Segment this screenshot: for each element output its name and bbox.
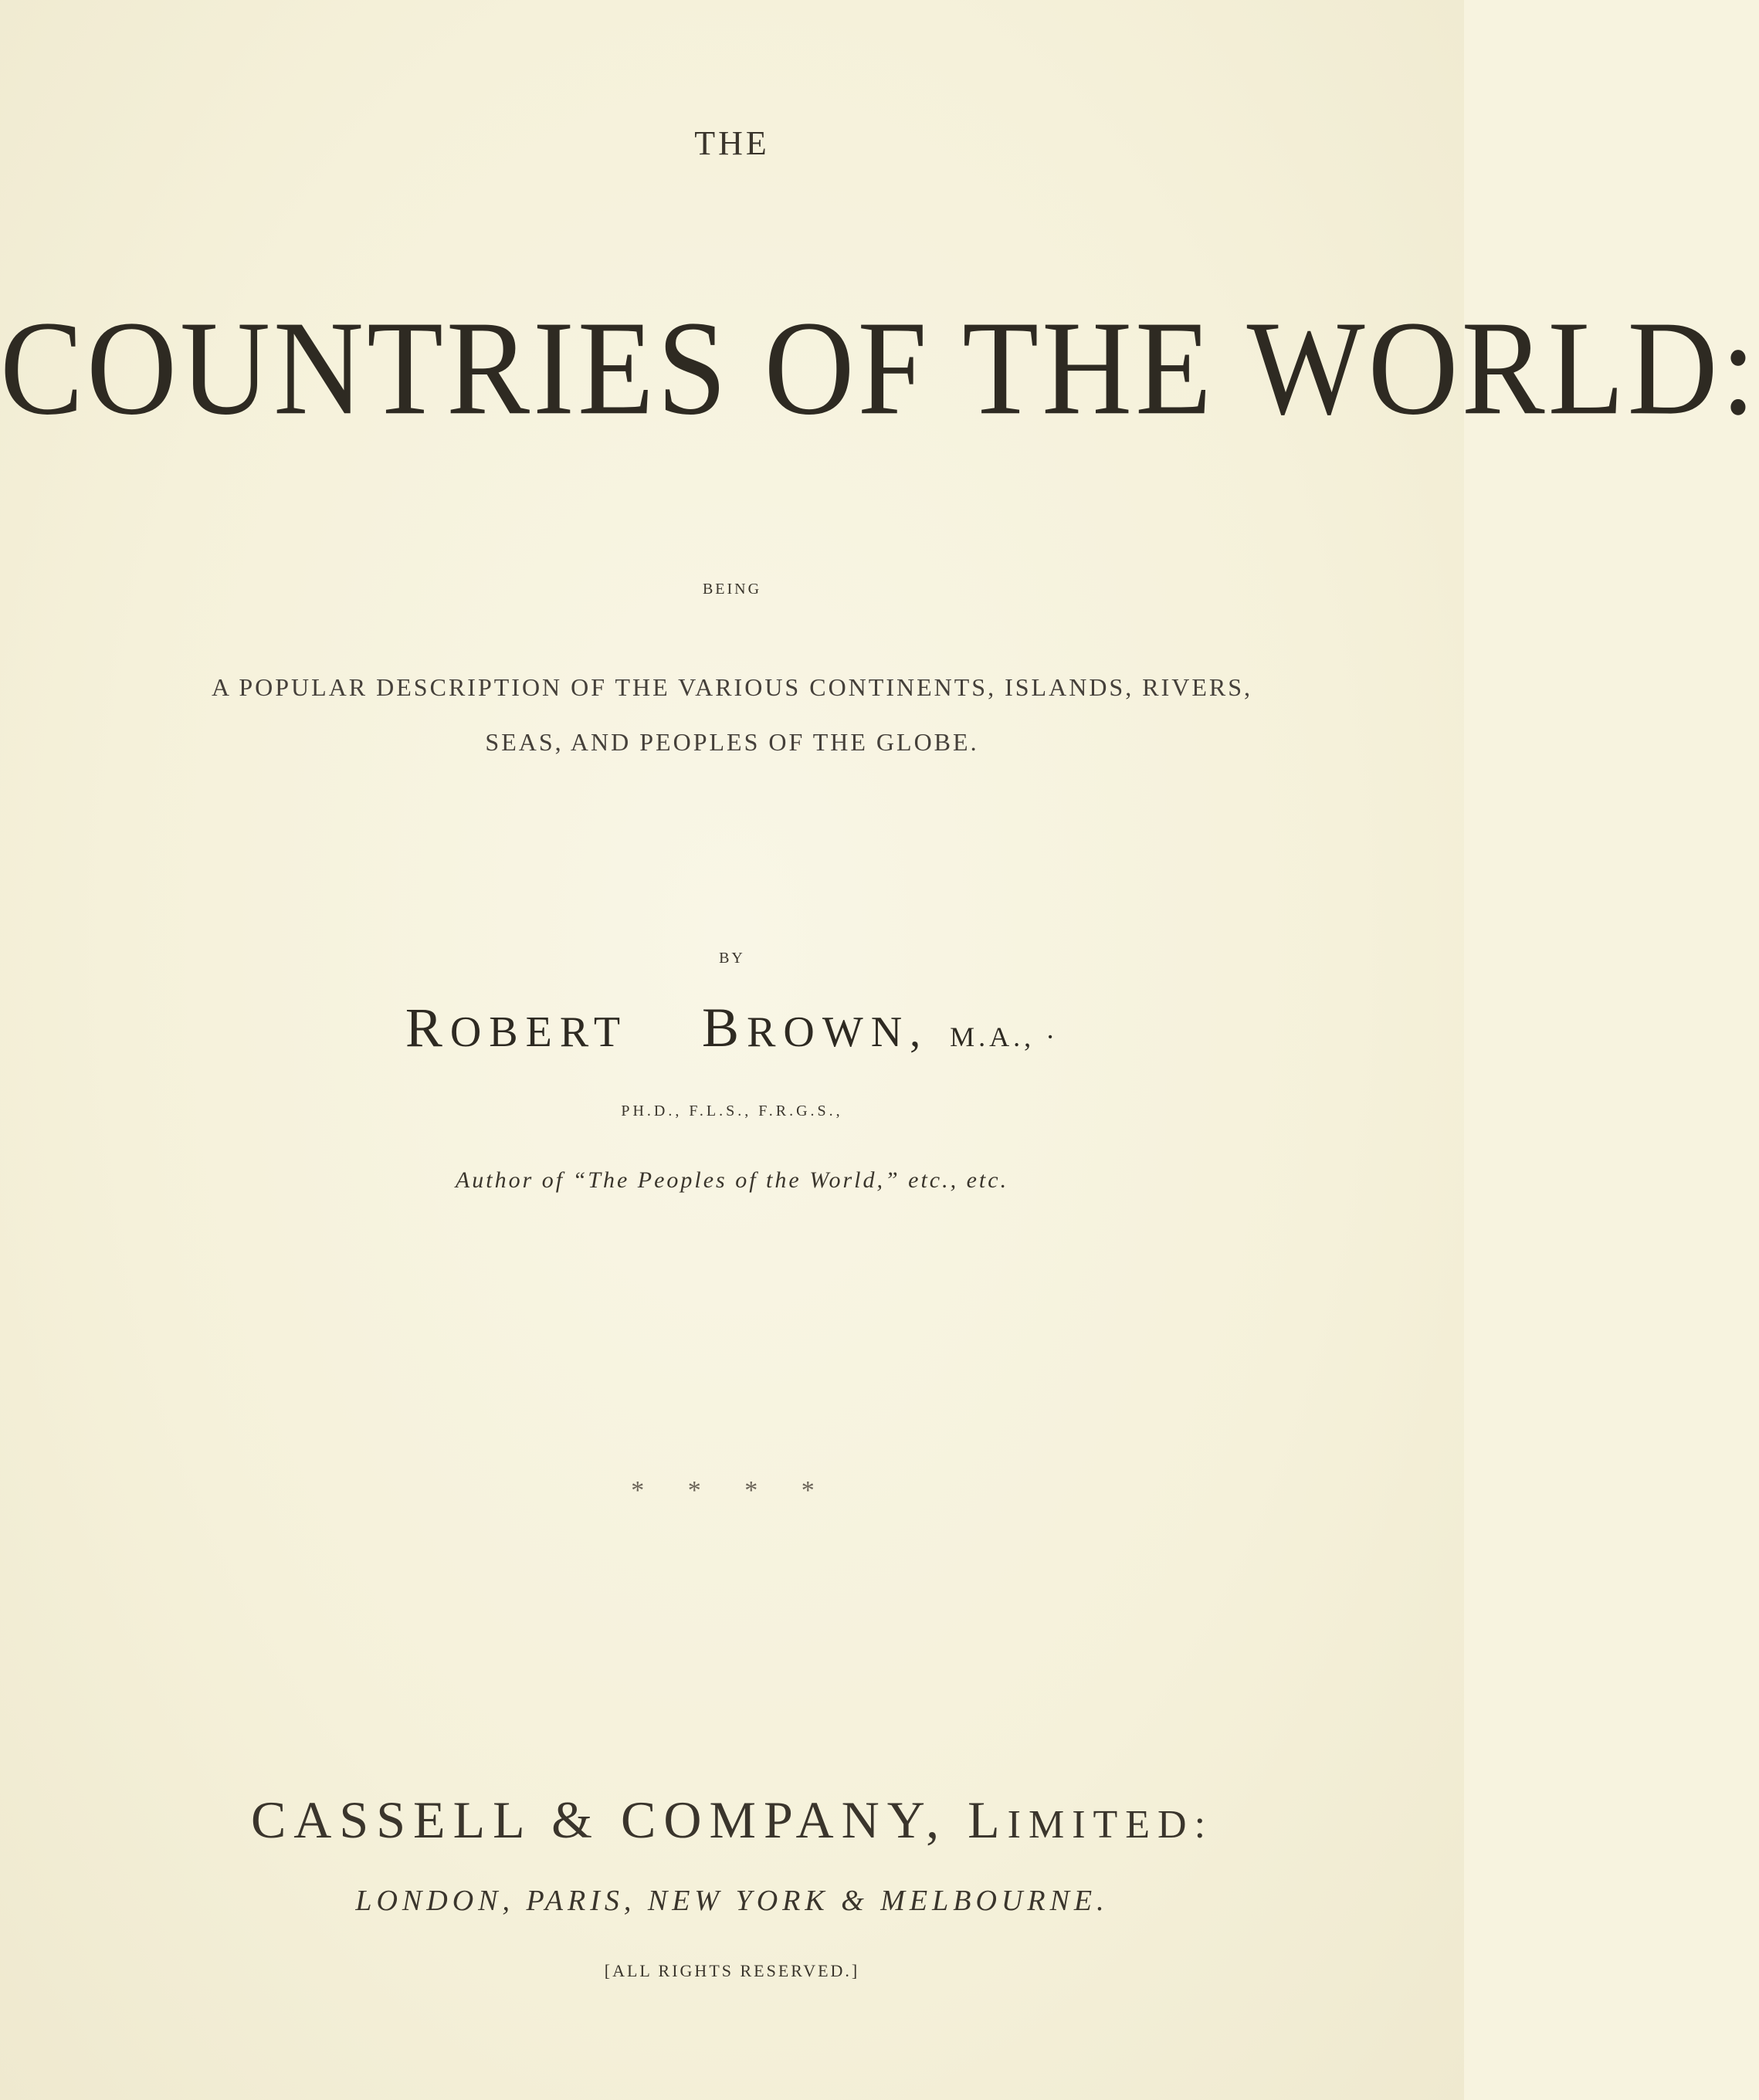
publisher-cities: LONDON, PARIS, NEW YORK & MELBOURNE. xyxy=(355,1885,1109,1917)
author-degree: M.A., · xyxy=(950,1021,1059,1052)
asterisk-divider: * * * * xyxy=(631,1476,833,1505)
author-first-initial: R xyxy=(405,997,450,1058)
publisher-main: CASSELL & COMPANY, xyxy=(250,1790,947,1849)
book-title: COUNTRIES OF THE WORLD: xyxy=(0,293,1759,444)
publisher-rest: IMITED: xyxy=(1007,1803,1214,1847)
rights-notice: [ALL RIGHTS RESERVED.] xyxy=(604,1961,860,1980)
author-first-rest: OBERT xyxy=(449,1008,629,1056)
publisher-initial: L xyxy=(968,1790,1008,1849)
author-last-rest: ROWN, xyxy=(747,1008,929,1056)
title-article: THE xyxy=(694,124,770,162)
description-line-1: A POPULAR DESCRIPTION OF THE VARIOUS CONTINENTS, ISLANDS, RIVERS, xyxy=(211,673,1253,701)
description-line-2: SEAS, AND PEOPLES OF THE GLOBE. xyxy=(485,728,979,756)
publisher-name xyxy=(0,1790,1464,1851)
by-label: BY xyxy=(719,950,745,967)
author-other-works: Author of “The Peoples of the World,” etc., etc. xyxy=(455,1167,1009,1193)
author-last-initial: B xyxy=(702,997,747,1058)
author-name xyxy=(0,996,1464,1060)
being-label: BEING xyxy=(702,581,762,598)
author-degrees: PH.D., F.L.S., F.R.G.S., xyxy=(621,1102,843,1119)
